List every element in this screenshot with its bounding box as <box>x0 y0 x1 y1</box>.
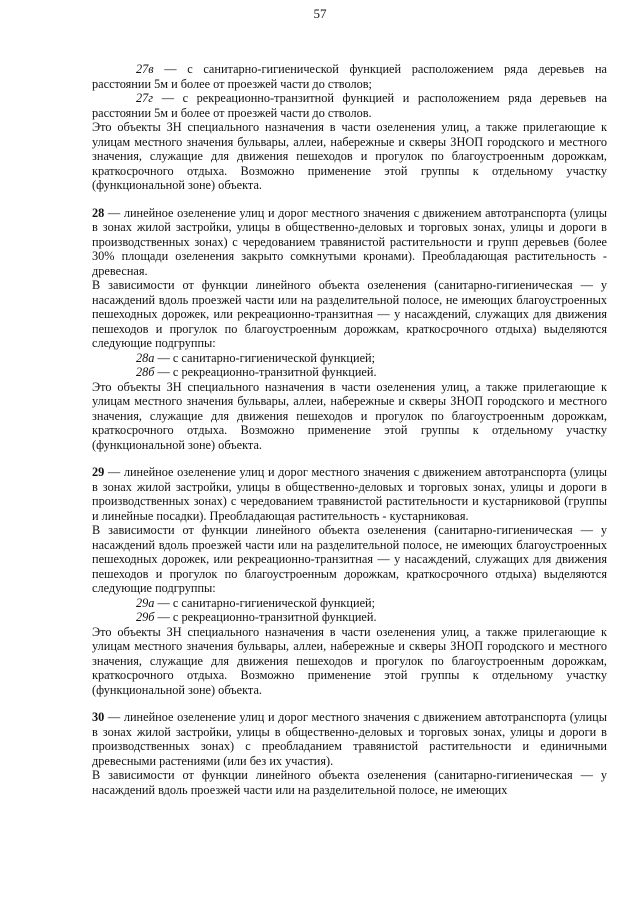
subgroup-28a <box>92 351 607 366</box>
objects-paragraph: Это объекты ЗН специального назначения в части озеленения улиц, а также прилегающие к улицам местного значения бульвары, аллеи, набережные и скверы ЗНОП городского и местного значения, служащие для движения пешеходов и прогулок по благоустроенным дорожкам, краткосрочного отдыха. Возможно применение этой группы к отдельному участку (функциональной зоне) объекта. <box>92 120 607 192</box>
section-29 <box>92 465 607 697</box>
objects-paragraph: Это объекты ЗН специального назначения в части озеленения улиц, а также прилегающие к улицам местного значения бульвары, аллеи, набережные и скверы ЗНОП городского и местного значения, служащие для движения пешеходов и прогулок по благоустроенным дорожкам, краткосрочного отдыха. Возможно применение этой группы к отдельному участку (функциональной зоне) объекта. <box>92 379 607 452</box>
section-27-continuation <box>92 62 607 193</box>
function-paragraph: В зависимости от функции линейного объекта озеленения (санитарно-гигиеническая — у насаждений вдоль проезжей части или на разделительной полосе, не имеющих <box>92 768 607 797</box>
subgroup-27v <box>92 62 607 91</box>
objects-paragraph: Это объекты ЗН специального назначения в части озеленения улиц, а также прилегающие к улицам местного значения бульвары, аллеи, набережные и скверы ЗНОП городского и местного значения, служащие для движения пешеходов и прогулок по благоустроенным дорожкам, краткосрочного отдыха. Возможно применение этой группы к отдельному участку (функциональной зоне) объекта. <box>92 624 607 697</box>
subgroup-code: 28б <box>136 365 155 379</box>
subgroup-29b <box>92 610 607 625</box>
section-30 <box>92 710 607 797</box>
subgroup-27g <box>92 91 607 120</box>
group-number: 29 <box>92 465 105 479</box>
group-intro <box>92 465 607 523</box>
subgroup-code: 29а <box>136 595 155 610</box>
group-intro <box>92 710 607 768</box>
subgroup-text: — с санитарно-гигиенической функцией; <box>154 595 376 610</box>
subgroup-text: — с санитарно-гигиенической функцией; <box>154 350 376 365</box>
subgroup-code: 29б <box>136 610 155 624</box>
subgroup-28b <box>92 365 607 380</box>
subgroup-text: — с рекреационно-транзитной функцией. <box>154 610 377 624</box>
page-number: 57 <box>313 6 327 21</box>
group-number: 30 <box>92 710 105 724</box>
page-content <box>92 62 607 797</box>
subgroup-code: 27г <box>136 91 154 105</box>
section-28 <box>92 206 607 453</box>
group-intro-text: — линейное озеленение улиц и дорог местного значения с движением автотранспорта (улицы в зонах жилой застройки, улицы в общественно-деловых и торговых зонах, улицы и дороги в производственных зонах) с чередованием травянистой растительности и групп деревьев (более 30% площади озеленения закрыто сомкнутыми кронами). Преобладающая растительность - древесная. <box>92 205 607 278</box>
group-intro <box>92 206 607 279</box>
subgroup-text: — с санитарно-гигиенической функцией расположением ряда деревьев на расстоянии 5м и более от проезжей части до стволов; <box>92 62 607 91</box>
function-paragraph: В зависимости от функции линейного объекта озеленения (санитарно-гигиеническая — у насаждений вдоль проезжей части или на разделительной полосе, не имеющих благоустроенных пешеходных дорожек, или рекреационно-транзитная — у насаждений, служащих для движения пешеходов и прогулок по благоустроенным дорожкам, краткосрочного отдыха) выделяются следующие подгруппы: <box>92 278 607 350</box>
group-intro-text: — линейное озеленение улиц и дорог местного значения с движением автотранспорта (улицы в зонах жилой застройки, улицы в общественно-деловых и торговых зонах, улицы и дороги в производственных зонах) с преобладанием травянистой растительности и единичными древесными растениями (или без их участия). <box>92 710 607 768</box>
subgroup-code: 27в <box>136 62 154 76</box>
group-intro-text: — линейное озеленение улиц и дорог местного значения с движением автотранспорта (улицы в зонах жилой застройки, улицы в общественно-деловых и торговых зонах, улицы и дороги в производственных зонах) с чередованием травянистой растительности и кустарниковой (группы и линейные посадки). Преобладающая растительность - кустарниковая. <box>92 465 607 523</box>
group-number: 28 <box>92 205 105 220</box>
function-paragraph: В зависимости от функции линейного объекта озеленения (санитарно-гигиеническая — у насаждений вдоль проезжей части или на разделительной полосе, не имеющих благоустроенных пешеходных дорожек, или рекреационно-транзитная — у насаждений, служащих для движения пешеходов и прогулок по благоустроенным дорожкам, краткосрочного отдыха) выделяются следующие подгруппы: <box>92 523 607 595</box>
subgroup-29a <box>92 596 607 611</box>
subgroup-code: 28а <box>136 350 155 365</box>
subgroup-text: — с рекреационно-транзитной функцией и расположением ряда деревьев на расстоянии 5м и более от проезжей части до стволов. <box>92 91 607 120</box>
subgroup-text: — с рекреационно-транзитной функцией. <box>154 365 377 379</box>
